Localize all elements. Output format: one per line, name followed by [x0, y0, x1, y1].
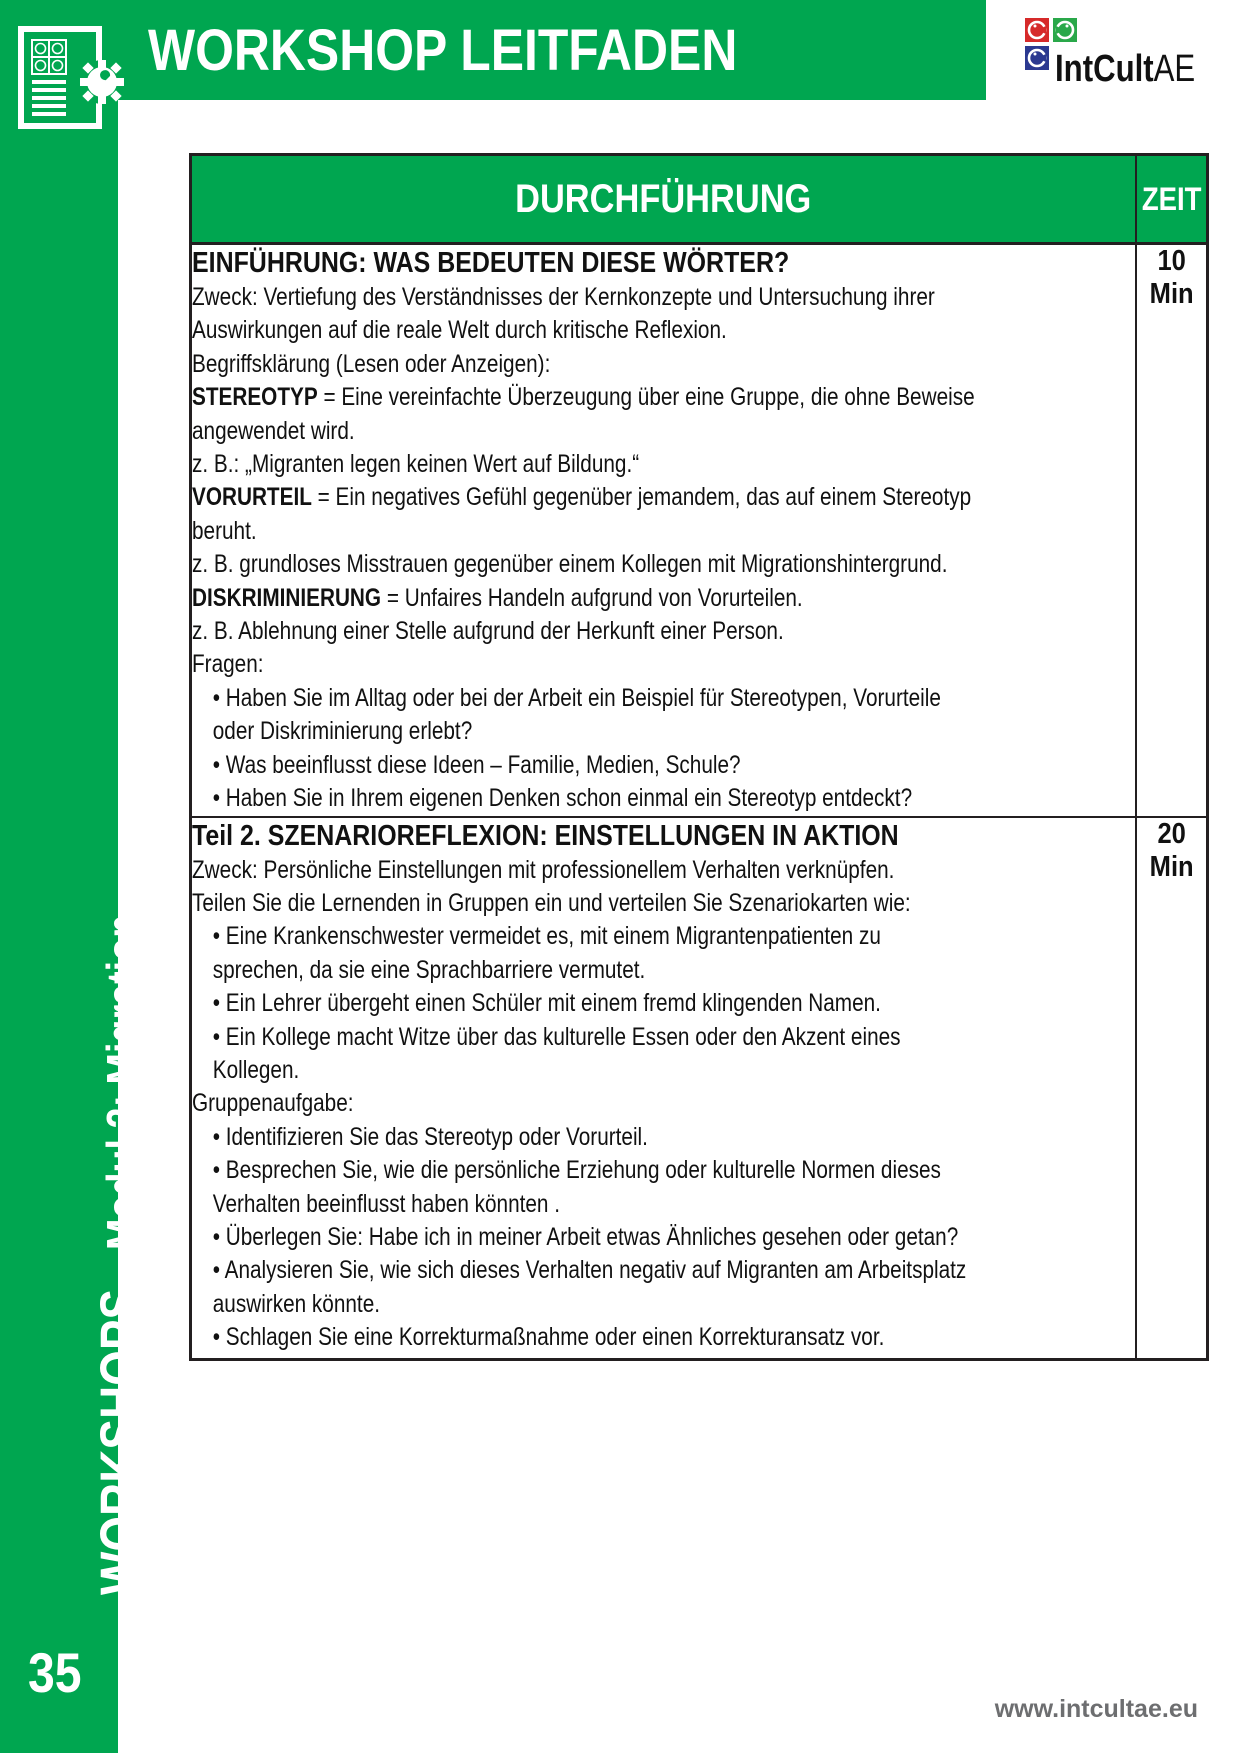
- line-text: z. B. grundloses Misstrauen gegenüber einem Kollegen mit Migrationshintergrund.: [192, 550, 948, 579]
- term-stereotyp: STEREOTYP: [192, 383, 318, 412]
- line-text: • Analysieren Sie, wie sich dieses Verhalten negativ auf Migranten am Arbeitsplatz: [212, 1256, 967, 1285]
- line-text: • Überlegen Sie: Habe ich in meiner Arbeit etwas Ähnliches gesehen oder getan?: [212, 1222, 959, 1251]
- page-number: 35: [28, 1641, 82, 1704]
- table-header-row: [191, 155, 1208, 244]
- text-line: [192, 1087, 1131, 1120]
- term-diskriminierung: DISKRIMINIERUNG: [192, 583, 382, 612]
- text-line: [192, 1054, 1152, 1087]
- text-line: [192, 715, 1152, 748]
- line-text: • Was beeinflusst diese Ideen – Familie, Medien, Schule?: [212, 750, 741, 779]
- text-line: [192, 281, 1131, 314]
- bullet-line: [192, 749, 1152, 782]
- bullet-line: [192, 1221, 1152, 1254]
- line-text: = Unfaires Handeln aufgrund von Vorurteilen.: [381, 583, 803, 612]
- line-text: z. B.: „Migranten legen keinen Wert auf Bildung.“: [192, 450, 640, 479]
- text-line: [192, 548, 1131, 581]
- logo-face-red-icon: [1025, 18, 1049, 42]
- text-line: [192, 448, 1131, 481]
- table-row: [191, 817, 1208, 1360]
- line-text: = Eine vereinfachte Überzeugung über eine Gruppe, die ohne Beweise: [317, 383, 975, 412]
- header-zeit: [1136, 155, 1208, 244]
- row-title: Teil 2. SZENARIOREFLEXION: EINSTELLUNGEN IN AKTION: [192, 819, 899, 852]
- line-text: Verhalten beeinflusst haben könnten .: [212, 1189, 561, 1218]
- line-text: = Ein negatives Gefühl gegenüber jemandem, das auf einem Stereotyp: [311, 483, 972, 512]
- line-text: • Identifizieren Sie das Stereotyp oder Vorurteil.: [212, 1122, 648, 1151]
- logo-face-blue-icon: [1025, 46, 1049, 70]
- line-text: auswirken könnte.: [212, 1289, 381, 1318]
- footer-url[interactable]: www.intcultae.eu: [994, 1695, 1198, 1723]
- sidebar-vertical-label: [90, 841, 165, 1595]
- row-lines: [192, 281, 1135, 816]
- definition-line: [192, 582, 1131, 615]
- bullet-line: [192, 1021, 1152, 1054]
- term-vorurteil: VORURTEIL: [192, 483, 312, 512]
- line-text: Zweck: Vertiefung des Verständnisses der Kernkonzepte und Untersuchung ihrer: [192, 283, 935, 311]
- line-text: • Haben Sie in Ihrem eigenen Denken schon einmal ein Stereotyp entdeckt?: [212, 784, 913, 813]
- line-text: • Ein Kollege macht Witze über das kulturelle Essen oder den Akzent eines: [212, 1022, 901, 1051]
- line-text: • Schlagen Sie eine Korrekturmaßnahme oder einen Korrekturansatz vor.: [212, 1323, 885, 1352]
- definition-line: [192, 381, 1131, 414]
- row-time-label: 10 Min: [1149, 245, 1194, 310]
- line-text: z. B. Ablehnung einer Stelle aufgrund der Herkunft einer Person.: [192, 617, 784, 646]
- bullet-line: [192, 1254, 1152, 1287]
- text-line: [192, 415, 1131, 448]
- text-line: [192, 1188, 1152, 1221]
- row-title: EINFÜHRUNG: WAS BEDEUTEN DIESE WÖRTER?: [192, 247, 790, 279]
- line-text: Kollegen.: [212, 1055, 300, 1084]
- intcultae-logo: [1025, 18, 1225, 88]
- line-text: Fragen:: [192, 650, 264, 679]
- line-text: Auswirkungen auf die reale Welt durch kritische Reflexion.: [192, 316, 727, 345]
- sidebar-module-label: Modul 2: Migration: [97, 914, 149, 1250]
- text-line: [192, 348, 1131, 381]
- line-text: Teilen Sie die Lernenden in Gruppen ein und verteilen Sie Szenariokarten wie:: [192, 888, 911, 917]
- logo-text: [1055, 49, 1195, 89]
- text-line: [192, 515, 1131, 548]
- bullet-line: [192, 1121, 1152, 1154]
- line-text: beruht.: [192, 516, 257, 545]
- line-text: Zweck: Persönliche Einstellungen mit professionellem Verhalten verknüpfen.: [192, 855, 895, 884]
- table-body: [191, 244, 1208, 1360]
- logo-text-light: AE: [1153, 48, 1196, 90]
- workshop-document-icon: [18, 26, 124, 130]
- line-text: • Besprechen Sie, wie die persönliche Erziehung oder kulturelle Normen dieses: [212, 1156, 941, 1185]
- line-text: angewendet wird.: [192, 416, 355, 445]
- logo-text-bold: IntCult: [1055, 48, 1154, 90]
- line-text: Gruppenaufgabe:: [192, 1089, 354, 1118]
- header-durchfuehrung: [191, 155, 1136, 244]
- line-text: • Eine Krankenschwester vermeidet es, mit einem Migrantenpatienten zu: [212, 922, 881, 951]
- row-lines: [192, 854, 1135, 1355]
- bullet-line: [192, 987, 1152, 1020]
- logo-face-green-icon: [1053, 18, 1077, 42]
- row-time-label: 20 Min: [1149, 817, 1194, 883]
- text-line: [192, 954, 1152, 987]
- row-content: [191, 244, 1136, 817]
- text-line: [192, 314, 1131, 347]
- text-line: [192, 854, 1131, 887]
- table-row: [191, 244, 1208, 817]
- workshop-table: [189, 153, 1209, 1361]
- bullet-line: [192, 1321, 1152, 1354]
- line-text: • Haben Sie im Alltag oder bei der Arbeit ein Beispiel für Stereotypen, Vorurteile: [212, 683, 941, 712]
- sidebar-section-label: WORKSHOPS: [88, 1288, 151, 1595]
- row-content: [191, 817, 1136, 1360]
- definition-line: [192, 481, 1131, 514]
- header-title: WORKSHOP LEITFADEN: [148, 18, 738, 83]
- line-text: • Ein Lehrer übergeht einen Schüler mit einem fremd klingenden Namen.: [212, 989, 881, 1018]
- line-text: Begriffsklärung (Lesen oder Anzeigen):: [192, 349, 551, 378]
- bullet-line: [192, 920, 1152, 953]
- text-line: [192, 615, 1131, 648]
- text-line: [192, 1288, 1152, 1321]
- bullet-line: [192, 1154, 1152, 1187]
- line-text: sprechen, da sie eine Sprachbarriere vermutet.: [212, 955, 646, 984]
- line-text: oder Diskriminierung erlebt?: [212, 717, 473, 746]
- bullet-line: [192, 682, 1152, 715]
- header-durchfuehrung-label: DURCHFÜHRUNG: [515, 176, 812, 221]
- bullet-line: [192, 782, 1152, 815]
- text-line: [192, 887, 1131, 920]
- header-zeit-label: ZEIT: [1141, 180, 1202, 217]
- text-line: [192, 648, 1131, 681]
